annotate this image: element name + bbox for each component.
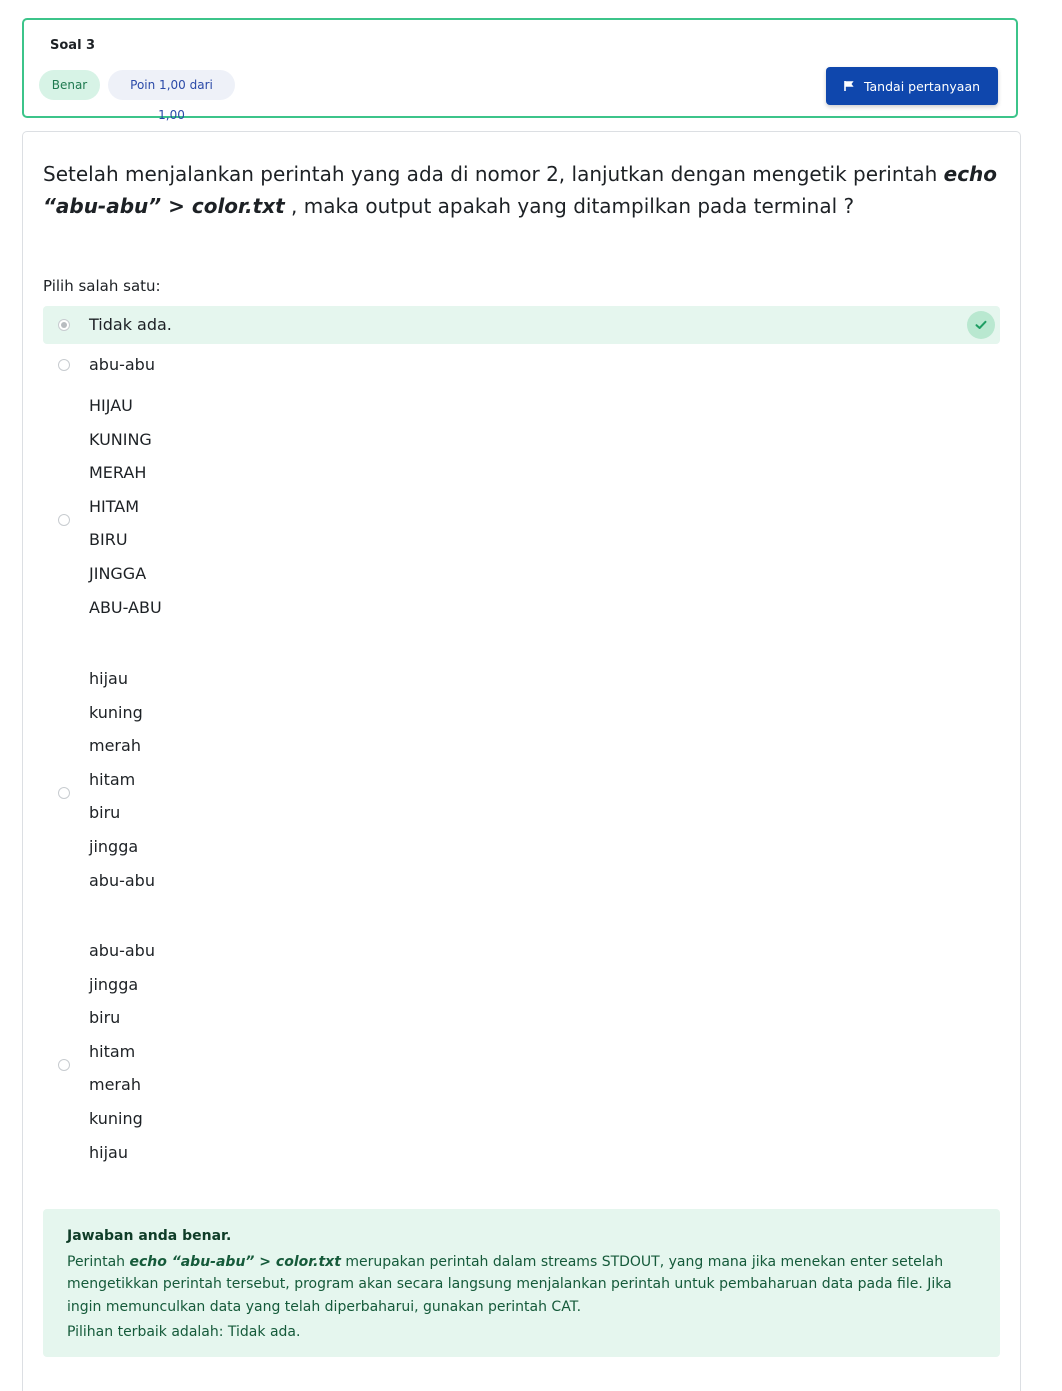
answer-line: hitam	[89, 769, 136, 789]
question-number: Soal 3	[50, 38, 96, 53]
answer-radio[interactable]	[58, 319, 70, 331]
answer-radio[interactable]	[58, 359, 70, 371]
answer-line: hitam	[89, 1041, 136, 1061]
answer-line: biru	[89, 1008, 121, 1028]
feedback-command: echo “abu-abu” > color.txt	[129, 1253, 341, 1270]
answer-option-lines	[89, 396, 162, 631]
flag-question-label: Tandai pertanyaan	[863, 78, 981, 94]
question-content-card	[22, 131, 1021, 1391]
answer-line: merah	[89, 1075, 141, 1095]
answer-option-1[interactable]	[43, 306, 1000, 344]
answer-line: HIJAU	[89, 396, 133, 415]
answer-line: KUNING	[89, 429, 152, 449]
answer-line: abu-abu	[89, 870, 155, 890]
answer-option-lines	[89, 941, 155, 1176]
answer-line: abu-abu	[89, 941, 155, 960]
feedback-text-start: Perintah	[67, 1253, 130, 1270]
answer-line: jingga	[89, 974, 139, 994]
correct-check-icon	[967, 311, 995, 339]
answer-line: MERAH	[89, 463, 147, 483]
question-text-end: , maka output apakah yang ditampilkan pada terminal ?	[284, 194, 855, 218]
feedback-title: Jawaban anda benar.	[67, 1228, 232, 1244]
answer-option-label: abu-abu	[89, 355, 155, 374]
question-info-card	[22, 18, 1018, 122]
best-answer-text: Pilihan terbaik adalah: Tidak ada.	[67, 1324, 301, 1340]
answer-line: JINGGA	[89, 563, 147, 583]
answer-option-4[interactable]	[43, 663, 1000, 903]
answer-line: hijau	[89, 1142, 128, 1162]
answer-option-label: Tidak ada.	[89, 315, 172, 334]
answer-radio[interactable]	[58, 1059, 70, 1071]
answer-option-2[interactable]	[43, 346, 1000, 384]
answer-line: HITAM	[89, 496, 140, 516]
flag-question-button[interactable]	[826, 67, 998, 105]
question-text-start: Setelah menjalankan perintah yang ada di nomor 2, lanjutkan dengan mengetik perintah	[43, 162, 944, 186]
answer-line: jingga	[89, 836, 139, 856]
answer-line: merah	[89, 736, 141, 756]
answer-line: BIRU	[89, 530, 128, 550]
answer-line: kuning	[89, 702, 143, 722]
answer-prompt: Pilih salah satu:	[43, 277, 161, 295]
answer-option-5[interactable]	[43, 935, 1000, 1175]
answer-line: hijau	[89, 669, 128, 688]
feedback-text-end: merupakan perintah dalam streams STDOUT, yang mana jika menekan enter setelah mengetikkan perintah tersebut, program akan secara langsung menjalankan perintah untuk pembaharuan data pada file. Jika ingin memunculkan data yang telah diperbaharui, gunakan perintah CAT.	[67, 1253, 952, 1315]
feedback-panel	[43, 1209, 1000, 1357]
answer-line: ABU-ABU	[89, 597, 162, 617]
answer-option-lines	[89, 669, 155, 904]
feedback-explanation	[67, 1251, 976, 1319]
answer-radio[interactable]	[58, 514, 70, 526]
question-command: echo “abu-abu” > color.txt	[43, 162, 998, 218]
answer-line: biru	[89, 803, 121, 823]
flag-icon	[844, 81, 854, 91]
points-badge: Poin 1,00 dari 1,00	[108, 70, 235, 100]
answer-option-3[interactable]	[43, 390, 1000, 630]
answer-radio[interactable]	[58, 787, 70, 799]
question-text	[43, 158, 1003, 222]
answer-line: kuning	[89, 1108, 143, 1128]
status-badge: Benar	[39, 70, 100, 100]
